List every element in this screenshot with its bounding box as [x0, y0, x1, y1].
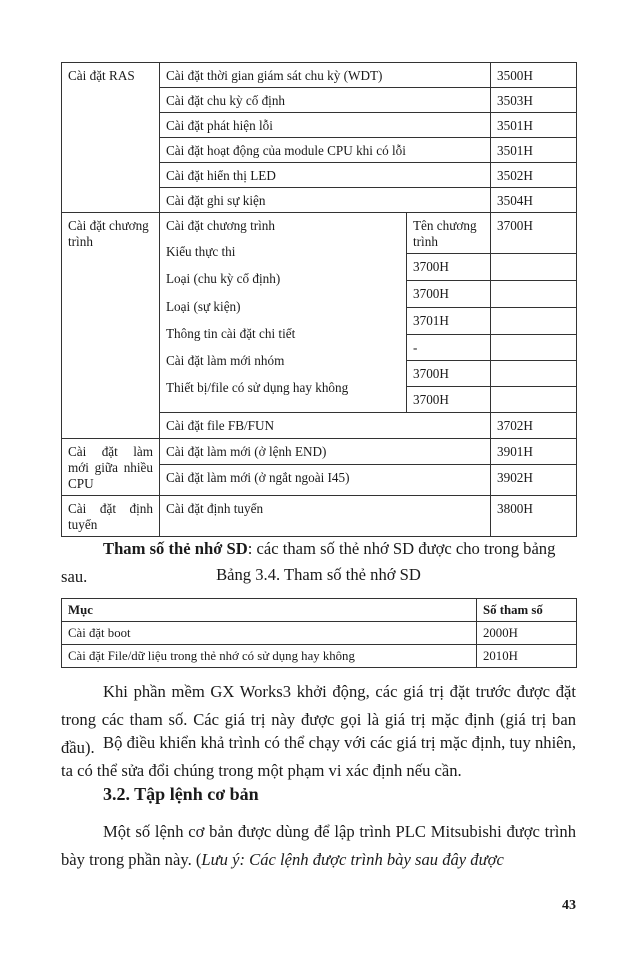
table-cell: 3503H	[491, 88, 577, 113]
table-cell: Cài đặt File/dữ liệu trong thẻ nhớ có sử dụng hay không	[62, 645, 477, 668]
program-name-header: Tên chương trình	[407, 213, 491, 254]
table-cell: 3500H	[491, 63, 577, 88]
section-heading: 3.2. Tập lệnh cơ bản	[103, 784, 259, 804]
category-refresh: Cài đặt làm mới giữa nhiều CPU	[62, 439, 160, 496]
table-cell	[491, 308, 577, 335]
paragraph-intro-commands: Một số lệnh cơ bản được dùng để lập trình PLC Mitsubishi được trình bày trong phần này. (Lưu ý: Các lệnh được trình bày sau đây được	[61, 822, 576, 869]
table-cell: 3501H	[491, 138, 577, 163]
table-cell: Cài đặt phát hiện lỗi	[160, 113, 491, 138]
category-program: Cài đặt chương trình	[62, 213, 160, 439]
table-cell: Cài đặt làm mới (ở ngắt ngoài I45)	[160, 464, 491, 495]
page-number: 43	[562, 898, 576, 913]
table-cell: 2000H	[477, 622, 577, 645]
table-cell: Cài đặt làm mới (ở lệnh END)	[160, 439, 491, 465]
table-row	[62, 645, 577, 668]
list-item: Thông tin cài đặt chi tiết	[166, 325, 296, 341]
table-cell: 3800H	[491, 496, 577, 537]
parameter-table	[61, 62, 577, 537]
table-row	[62, 213, 577, 254]
table-cell: Cài đặt hiển thị LED	[160, 163, 491, 188]
category-ras: Cài đặt RAS	[62, 63, 160, 213]
list-item: Cài đặt làm mới nhóm	[166, 353, 285, 369]
table-row	[62, 496, 577, 537]
table-row	[62, 63, 577, 88]
table-caption: Bảng 3.4. Tham số thẻ nhớ SD	[216, 565, 421, 584]
sd-parameter-table	[61, 598, 577, 668]
table-cell: Cài đặt chu kỳ cố định	[160, 88, 491, 113]
table-cell: 3700H	[491, 213, 577, 254]
table-cell	[491, 281, 577, 308]
table-cell: 3901H	[491, 439, 577, 465]
table-cell: 3700H	[407, 281, 491, 308]
table-cell	[491, 335, 577, 361]
table-cell: 3701H	[407, 308, 491, 335]
table-cell	[491, 361, 577, 387]
list-item: Cài đặt chương trình	[166, 218, 275, 233]
list-item: Thiết bị/file có sử dụng hay không	[166, 380, 349, 396]
table-cell: Cài đặt boot	[62, 622, 477, 645]
table-cell: 3501H	[491, 113, 577, 138]
table-cell: 3502H	[491, 163, 577, 188]
list-item: Loại (chu kỳ cố định)	[166, 271, 281, 287]
paragraph-modify: Bộ điều khiển khả trình có thể chạy với các giá trị mặc định, tuy nhiên, ta có thể sửa đổi chúng trong một phạm vi xác định nếu cần.	[61, 733, 576, 780]
table-cell	[491, 254, 577, 281]
note-italic: Lưu ý: Các lệnh được trình bày sau đây được	[201, 850, 504, 869]
table-cell: Cài đặt thời gian giám sát chu kỳ (WDT)	[160, 63, 491, 88]
table-cell: 3700H	[407, 387, 491, 413]
table-row	[62, 439, 577, 465]
table-cell: Cài đặt hoạt động của module CPU khi có lỗi	[160, 138, 491, 163]
table-cell	[491, 387, 577, 413]
table-cell: -	[407, 335, 491, 361]
table-cell: 3902H	[491, 464, 577, 495]
table-cell: Cài đặt file FB/FUN	[160, 413, 491, 439]
table-row	[62, 622, 577, 645]
table-cell: Cài đặt định tuyến	[160, 496, 491, 537]
table-cell: 3700H	[407, 254, 491, 281]
sd-intro-text: : các tham số thẻ nhớ SD được cho trong bảng sau.	[61, 539, 556, 586]
list-item: Kiểu thực thi	[166, 244, 236, 259]
sd-intro-bold: Tham số thẻ nhớ SD	[103, 539, 248, 558]
column-header: Mục	[62, 599, 477, 622]
table-cell: 2010H	[477, 645, 577, 668]
table-cell: Cài đặt ghi sự kiện	[160, 188, 491, 213]
table-cell: 3504H	[491, 188, 577, 213]
table-cell: 3700H	[407, 361, 491, 387]
paragraph-defaults: Khi phần mềm GX Works3 khởi động, các giá trị đặt trước được đặt trong các tham số. Các giá trị này được gọi là giá trị mặc định (giá trị ban đầu).	[61, 682, 576, 757]
category-routing: Cài đặt định tuyến	[62, 496, 160, 537]
table-cell: 3702H	[491, 413, 577, 439]
list-item: Loại (sự kiện)	[166, 298, 241, 314]
column-header: Số tham số	[477, 599, 577, 622]
table-header-row	[62, 599, 577, 622]
program-items-cell	[160, 213, 407, 413]
